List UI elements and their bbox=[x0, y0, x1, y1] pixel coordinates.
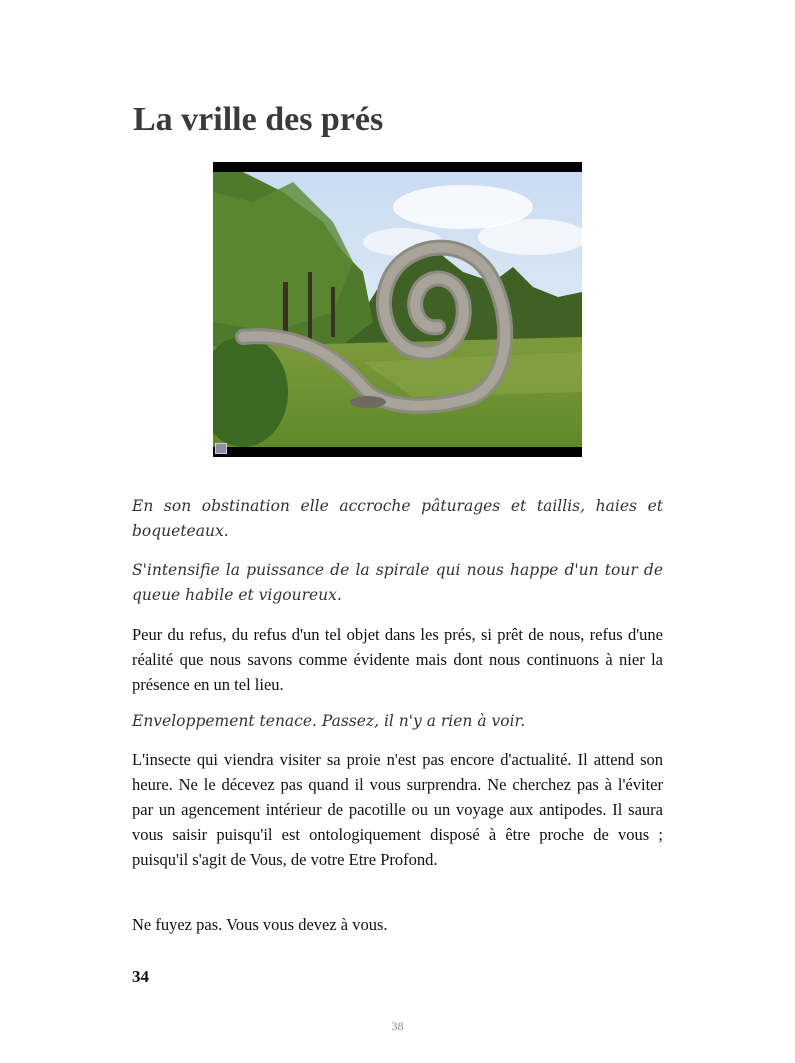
page-title: La vrille des prés bbox=[133, 101, 384, 138]
paragraph-5: L'insecte qui viendra visiter sa proie n'est pas encore d'actualité. Il attend son heure. Ne le décevez pas quand il vous surprendra. Ne cherchez pas à l'éviter par un agencement intérieur de pacotille ou un voyage aux antipodes. Il saura vous saisir puisqu'il est ontologiquement disposé à être proche de vous ; puisqu'il s'agit de Vous, de votre Etre Profond. bbox=[132, 750, 663, 869]
spiral-sculpture-photo bbox=[213, 162, 582, 457]
paragraph-2: S'intensifie la puissance de la spirale qui nous happe d'un tour de queue habile et vigoureux. bbox=[132, 561, 663, 604]
image-placeholder-icon bbox=[215, 443, 227, 454]
pdf-page-number: 38 bbox=[391, 1019, 404, 1033]
paragraph-1: En son obstination elle accroche pâturages et taillis, haies et boqueteaux. bbox=[132, 497, 663, 540]
paragraph-4: Enveloppement tenace. Passez, il n'y a rien à voir. bbox=[132, 712, 526, 730]
book-page-number: 34 bbox=[132, 967, 149, 986]
paragraph-3: Peur du refus, du refus d'un tel objet dans les prés, si prêt de nous, refus d'une réalité que nous savons comme évidente mais dont nous continuons à nier la présence en un tel lieu. bbox=[132, 625, 663, 694]
paragraph-6: Ne fuyez pas. Vous vous devez à vous. bbox=[132, 915, 388, 934]
